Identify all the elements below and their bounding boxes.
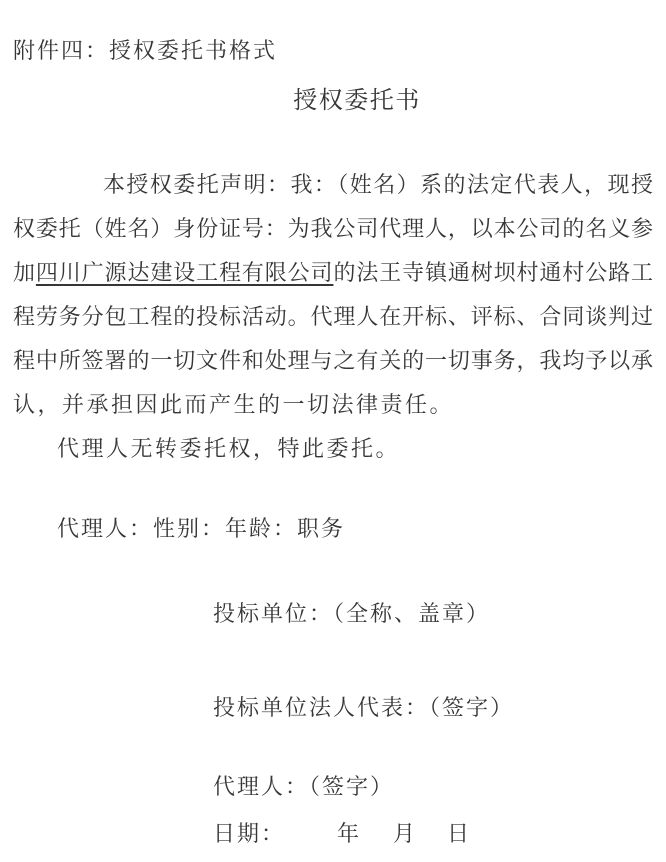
body-line-3-prefix: 加 [13, 260, 36, 285]
body-line-4: 程劳务分包工程的投标活动。代理人在开标、评标、合同谈判过 [13, 304, 653, 329]
date-label: 日期： [213, 821, 286, 846]
agent-info-line: 代理人：性别：年龄：职务 [57, 516, 346, 541]
body-line-3 [13, 251, 653, 295]
body-line-2: 权委托（姓名）身份证号：为我公司代理人，以本公司的名义参 [13, 216, 653, 241]
document-title: 授权委托书 [293, 88, 421, 114]
body-line-5: 程中所签署的一切文件和处理与之有关的一切事务，我均予以承 [13, 348, 653, 373]
body-line-3-suffix: 的法王寺镇通树坝村通村公路工 [333, 260, 653, 285]
company-name-underlined: 四川广源达建设工程有限公司 [35, 260, 334, 285]
body-line-1: 本授权委托声明：我：（姓名）系的法定代表人，现授 [103, 172, 653, 197]
body-paragraph [13, 163, 653, 471]
date-line [213, 817, 471, 848]
date-day-label: 日 [447, 821, 472, 846]
body-line-6: 认，并承担因此而产生的一切法律责任。 [13, 392, 455, 417]
date-month-label: 月 [393, 821, 418, 846]
bidder-unit-line: 投标单位：（全称、盖章） [213, 601, 491, 626]
agent-signature-line: 代理人：（签字） [213, 774, 395, 799]
attachment-label: 附件四：授权委托书格式 [13, 38, 278, 63]
body-line-7-closing: 代理人无转委托权，特此委托。 [57, 436, 401, 461]
date-year-label: 年 [337, 821, 362, 846]
legal-representative-line: 投标单位法人代表：（签字） [213, 695, 515, 720]
